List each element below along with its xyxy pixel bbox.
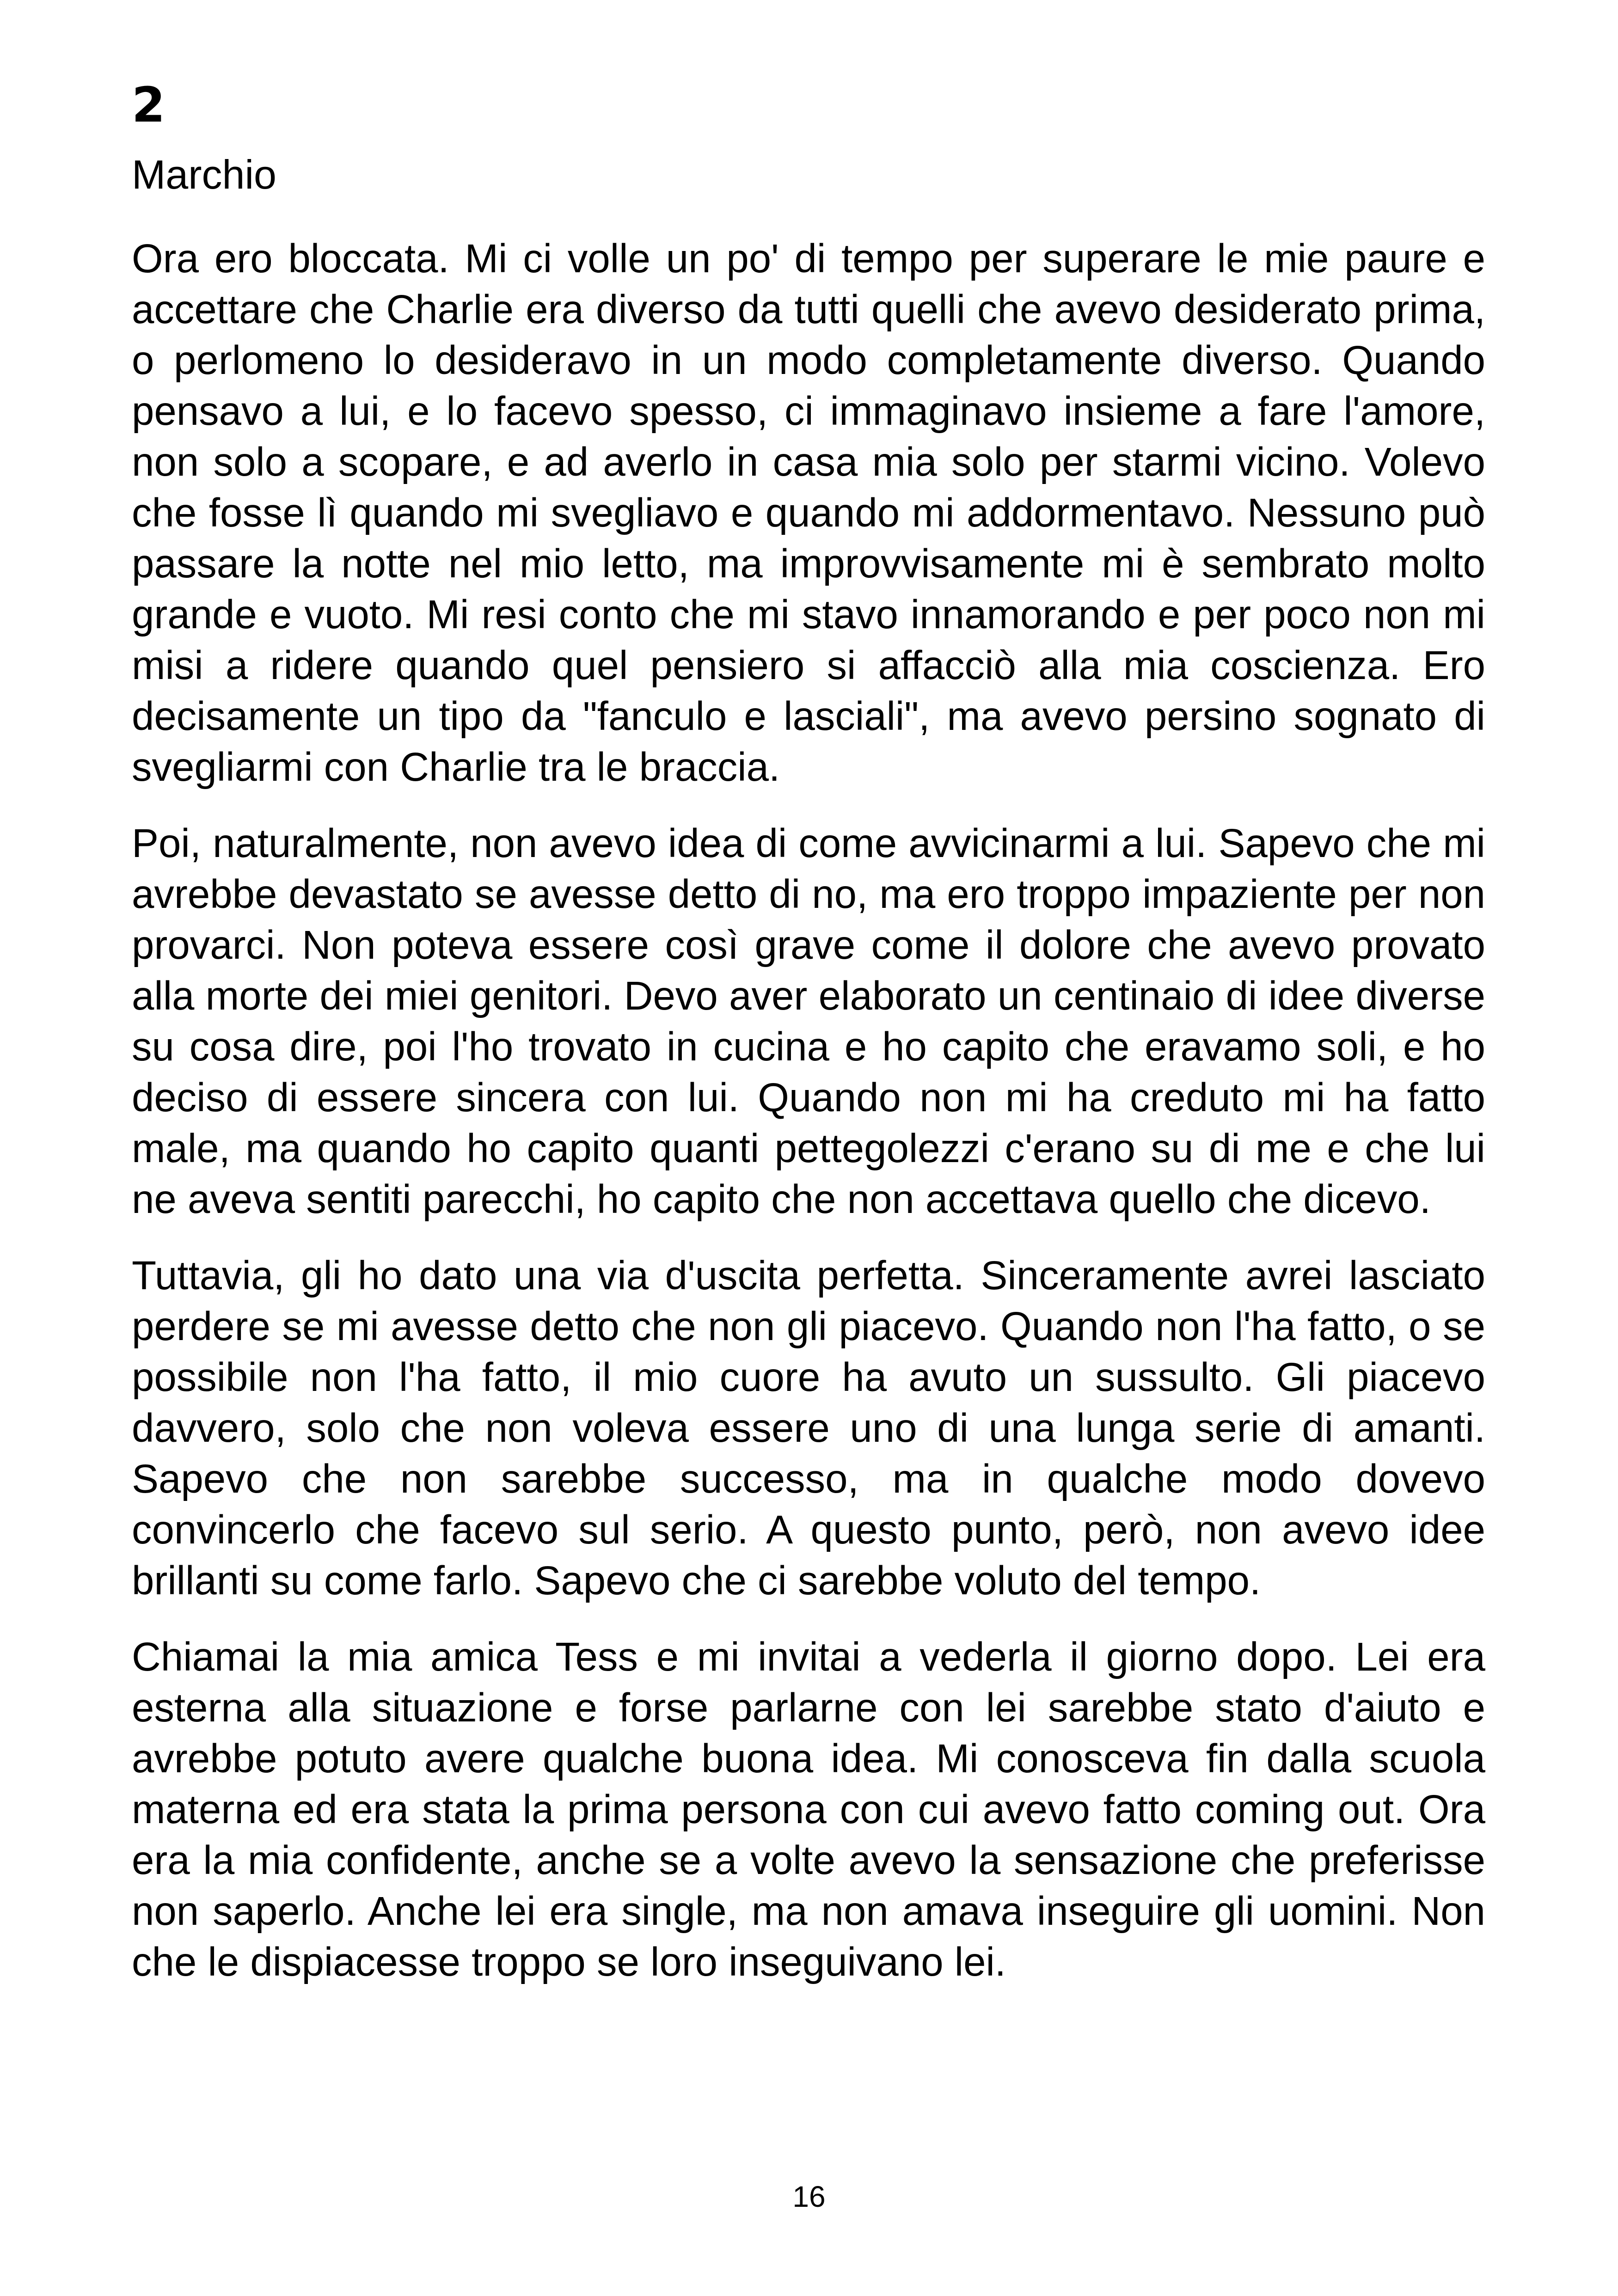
paragraph: Chiamai la mia amica Tess e mi invitai a vederla il giorno dopo. Lei era esterna alla situazione e forse parlarne con lei sarebbe stato d'aiuto e avrebbe potuto avere qualche buona idea. Mi conosceva fin dalla scuola materna ed era stata la prima persona con cui avevo fatto coming out. Ora era la mia confidente, anche se a volte avevo la sensazione che preferisse non saperlo. Anche lei era single, ma non amava inseguire gli uomini. Non che le dispiacesse troppo se loro inseguivano lei.: [132, 1635, 1485, 1984]
page-number: 16: [792, 2180, 826, 2213]
chapter-body: [132, 233, 1485, 2013]
paragraph: Poi, naturalmente, non avevo idea di come avvicinarmi a lui. Sapevo che mi avrebbe devastato se avesse detto di no, ma ero troppo impaziente per non provarci. Non poteva essere così grave come il dolore che avevo provato alla morte dei miei genitori. Devo aver elaborato un centinaio di idee diverse su cosa dire, poi l'ho trovato in cucina e ho capito che eravamo soli, e ho deciso di essere sincera con lui. Quando non mi ha creduto mi ha fatto male, ma quando ho capito quanti pettegolezzi c'erano su di me e che lui ne aveva sentiti parecchi, ho capito che non accettava quello che dicevo.: [132, 821, 1485, 1222]
paragraph: Ora ero bloccata. Mi ci volle un po' di tempo per superare le mie paure e accettare che Charlie era diverso da tutti quelli che avevo desiderato prima, o perlomeno lo desideravo in un modo completamente diverso. Quando pensavo a lui, e lo facevo spesso, ci immaginavo insieme a fare l'amore, non solo a scopare, e ad averlo in casa mia solo per starmi vicino. Volevo che fosse lì quando mi svegliavo e quando mi addormentavo. Nessuno può passare la notte nel mio letto, ma improvvisamente mi è sembrato molto grande e vuoto. Mi resi conto che mi stavo innamorando e per poco non mi misi a ridere quando quel pensiero si affacciò alla mia coscienza. Ero decisamente un tipo da "fanculo e lasciali", ma avevo persino sognato di svegliarmi con Charlie tra le braccia.: [132, 236, 1485, 790]
chapter-number: 2: [132, 77, 165, 133]
chapter-title: Marchio: [132, 152, 276, 197]
paragraph: Tuttavia, gli ho dato una via d'uscita perfetta. Sinceramente avrei lasciato perdere se mi avesse detto che non gli piacevo. Quando non l'ha fatto, o se possibile non l'ha fatto, il mio cuore ha avuto un sussulto. Gli piacevo davvero, solo che non voleva essere uno di una lunga serie di amanti. Sapevo che non sarebbe successo, ma in qualche modo dovevo convincerlo che facevo sul serio. A questo punto, però, non avevo idee brillanti su come farlo. Sapevo che ci sarebbe voluto del tempo.: [132, 1253, 1485, 1603]
